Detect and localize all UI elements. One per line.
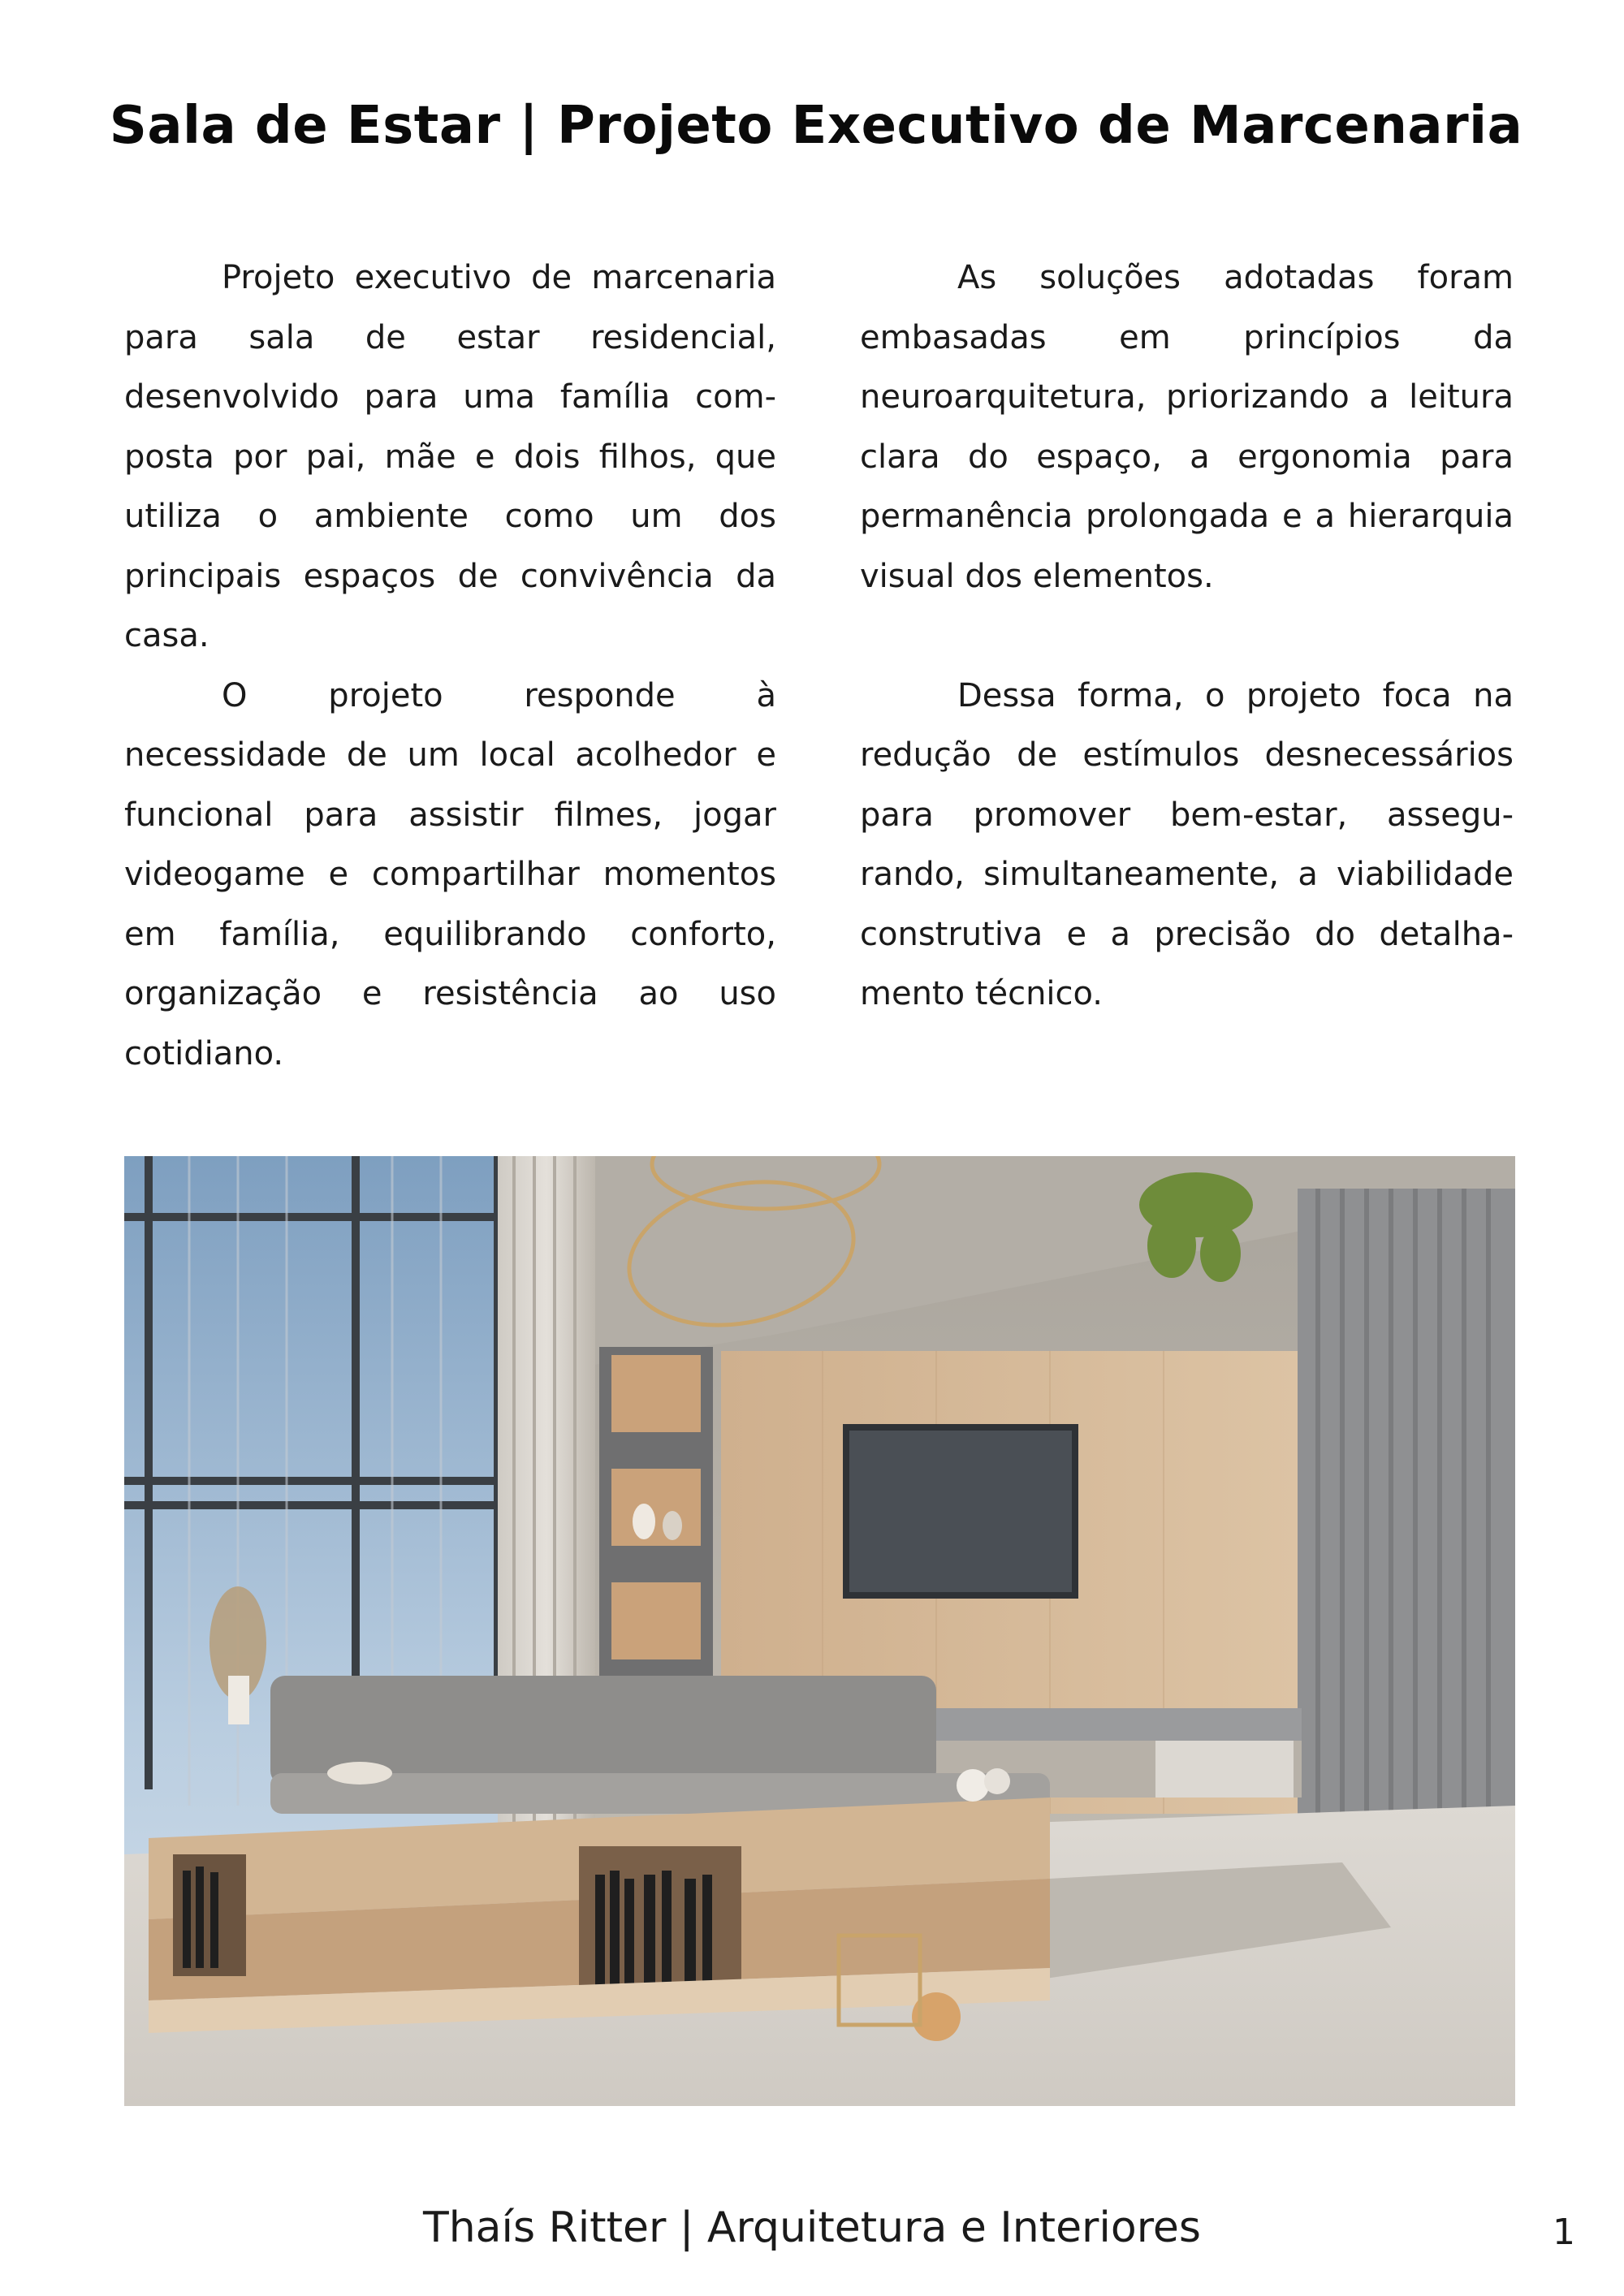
page-number: 1: [1553, 2212, 1575, 2253]
left-text-column: [124, 248, 776, 1084]
living-room-render-image: [124, 1156, 1515, 2106]
left-paragraph-1: Projeto executivo de marcenaria para sala de estar residencial, desenvolvido para uma família composta por pai, mãe e dois filhos, que utiliza o ambiente como um dos principais espaços de convivência da casa.: [124, 259, 776, 654]
page-title: Sala de Estar | Projeto Executivo de Marcenaria: [109, 96, 1523, 156]
right-paragraph-2: Dessa forma, o projeto foca na redução de estímulos desnecessários para promover bem-estar, assegurando, simultaneamente, a viabilidade construtiva e a precisão do detalhamento técnico.: [860, 676, 1514, 1012]
left-paragraph-2: O projeto responde à necessidade de um local acolhedor e funcional para assistir filmes, jogar videogame e compartilhar momentos em família, equilibrando conforto, organização e resistência ao uso cotidiano.: [124, 676, 776, 1072]
footer-credit: Thaís Ritter | Arquitetura e Interiores: [422, 2203, 1202, 2252]
right-paragraph-1: As soluções adotadas foram embasadas em princípios da neuroarquitetura, priorizando a leitura clara do espaço, a ergonomia para permanência prolongada e a hierarquia visual dos elementos.: [860, 259, 1514, 595]
right-text-column: [860, 248, 1514, 1025]
